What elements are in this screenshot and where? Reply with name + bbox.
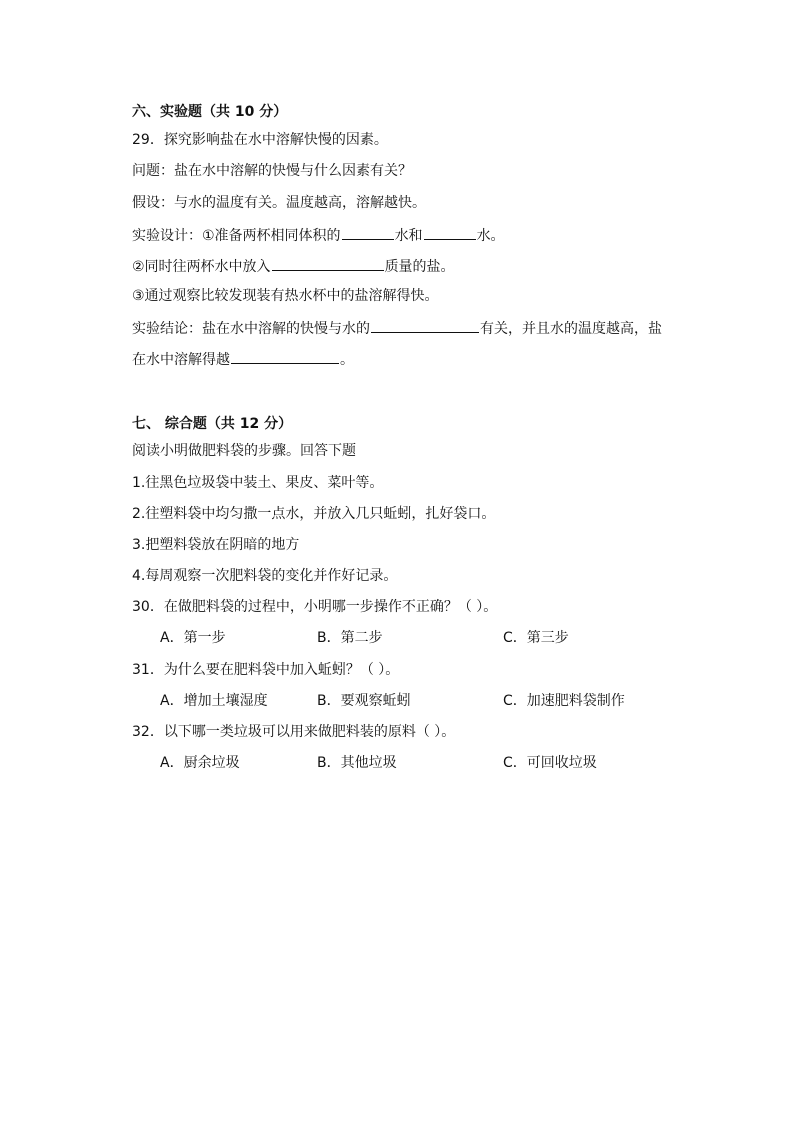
section-6-heading: 六、实验题（共 10 分）: [132, 104, 288, 120]
q31-option-c[interactable]: C．加速肥料袋制作: [503, 693, 625, 709]
procedure-step: 1.往黑色垃圾袋中装土、果皮、菜叶等。: [132, 475, 384, 491]
design-step-2-suffix: 质量的盐。: [384, 259, 455, 275]
conclusion-line-1: [132, 318, 662, 338]
answer-blank-3[interactable]: [272, 256, 384, 271]
question-statement: 问题：盐在水中溶解的快慢与什么因素有关？: [132, 163, 412, 179]
q32-option-b[interactable]: B．其他垃圾: [317, 755, 397, 771]
conclusion-line-2: [132, 349, 354, 369]
question-30-text: 30．在做肥料袋的过程中，小明哪一步操作不正确？（ ）。: [132, 599, 498, 615]
answer-blank-2[interactable]: [424, 225, 476, 240]
design-step-2: [132, 256, 455, 276]
conclusion-prefix: 实验结论：盐在水中溶解的快慢与水的: [132, 321, 370, 337]
design-step-1: [132, 225, 505, 245]
section-7-intro: 阅读小明做肥料袋的步骤。回答下题: [132, 443, 356, 459]
q32-option-a[interactable]: A．厨余垃圾: [160, 755, 240, 771]
procedure-step: 2.往塑料袋中均匀撒一点水，并放入几只蚯蚓，扎好袋口。: [132, 506, 496, 522]
hypothesis-statement: 假设：与水的温度有关。温度越高，溶解越快。: [132, 195, 426, 211]
question-29-title: 29．探究影响盐在水中溶解快慢的因素。: [132, 132, 388, 148]
question-31-text: 31．为什么要在肥料袋中加入蚯蚓？（ ）。: [132, 662, 400, 678]
design-step-3: ③通过观察比较发现装有热水杯中的盐溶解得快。: [132, 288, 439, 304]
answer-blank-1[interactable]: [342, 225, 394, 240]
conclusion2-prefix: 在水中溶解得越: [132, 352, 230, 368]
q31-option-b[interactable]: B．要观察蚯蚓: [317, 693, 411, 709]
design-step-1-mid: 水和: [394, 228, 423, 244]
conclusion2-suffix: 。: [340, 352, 354, 368]
design-step-2-prefix: ②同时往两杯水中放入: [132, 259, 271, 275]
question-32-text: 32．以下哪一类垃圾可以用来做肥料装的原料（ ）。: [132, 724, 456, 740]
procedure-step: 4.每周观察一次肥料袋的变化并作好记录。: [132, 568, 398, 584]
procedure-step: 3.把塑料袋放在阴暗的地方: [132, 537, 300, 553]
answer-blank-5[interactable]: [231, 349, 339, 364]
section-7-heading: 七、 综合题（共 12 分）: [132, 416, 293, 432]
answer-blank-4[interactable]: [371, 318, 479, 333]
conclusion-suffix: 有关，并且水的温度越高，盐: [480, 321, 662, 337]
q30-option-a[interactable]: A．第一步: [160, 630, 226, 646]
design-step-1-prefix: 实验设计：①准备两杯相同体积的: [132, 228, 341, 244]
q30-option-c[interactable]: C．第三步: [503, 630, 569, 646]
q31-option-a[interactable]: A．增加土壤湿度: [160, 693, 268, 709]
q30-option-b[interactable]: B．第二步: [317, 630, 383, 646]
q32-option-c[interactable]: C．可回收垃圾: [503, 755, 597, 771]
design-step-1-suffix: 水。: [476, 228, 505, 244]
